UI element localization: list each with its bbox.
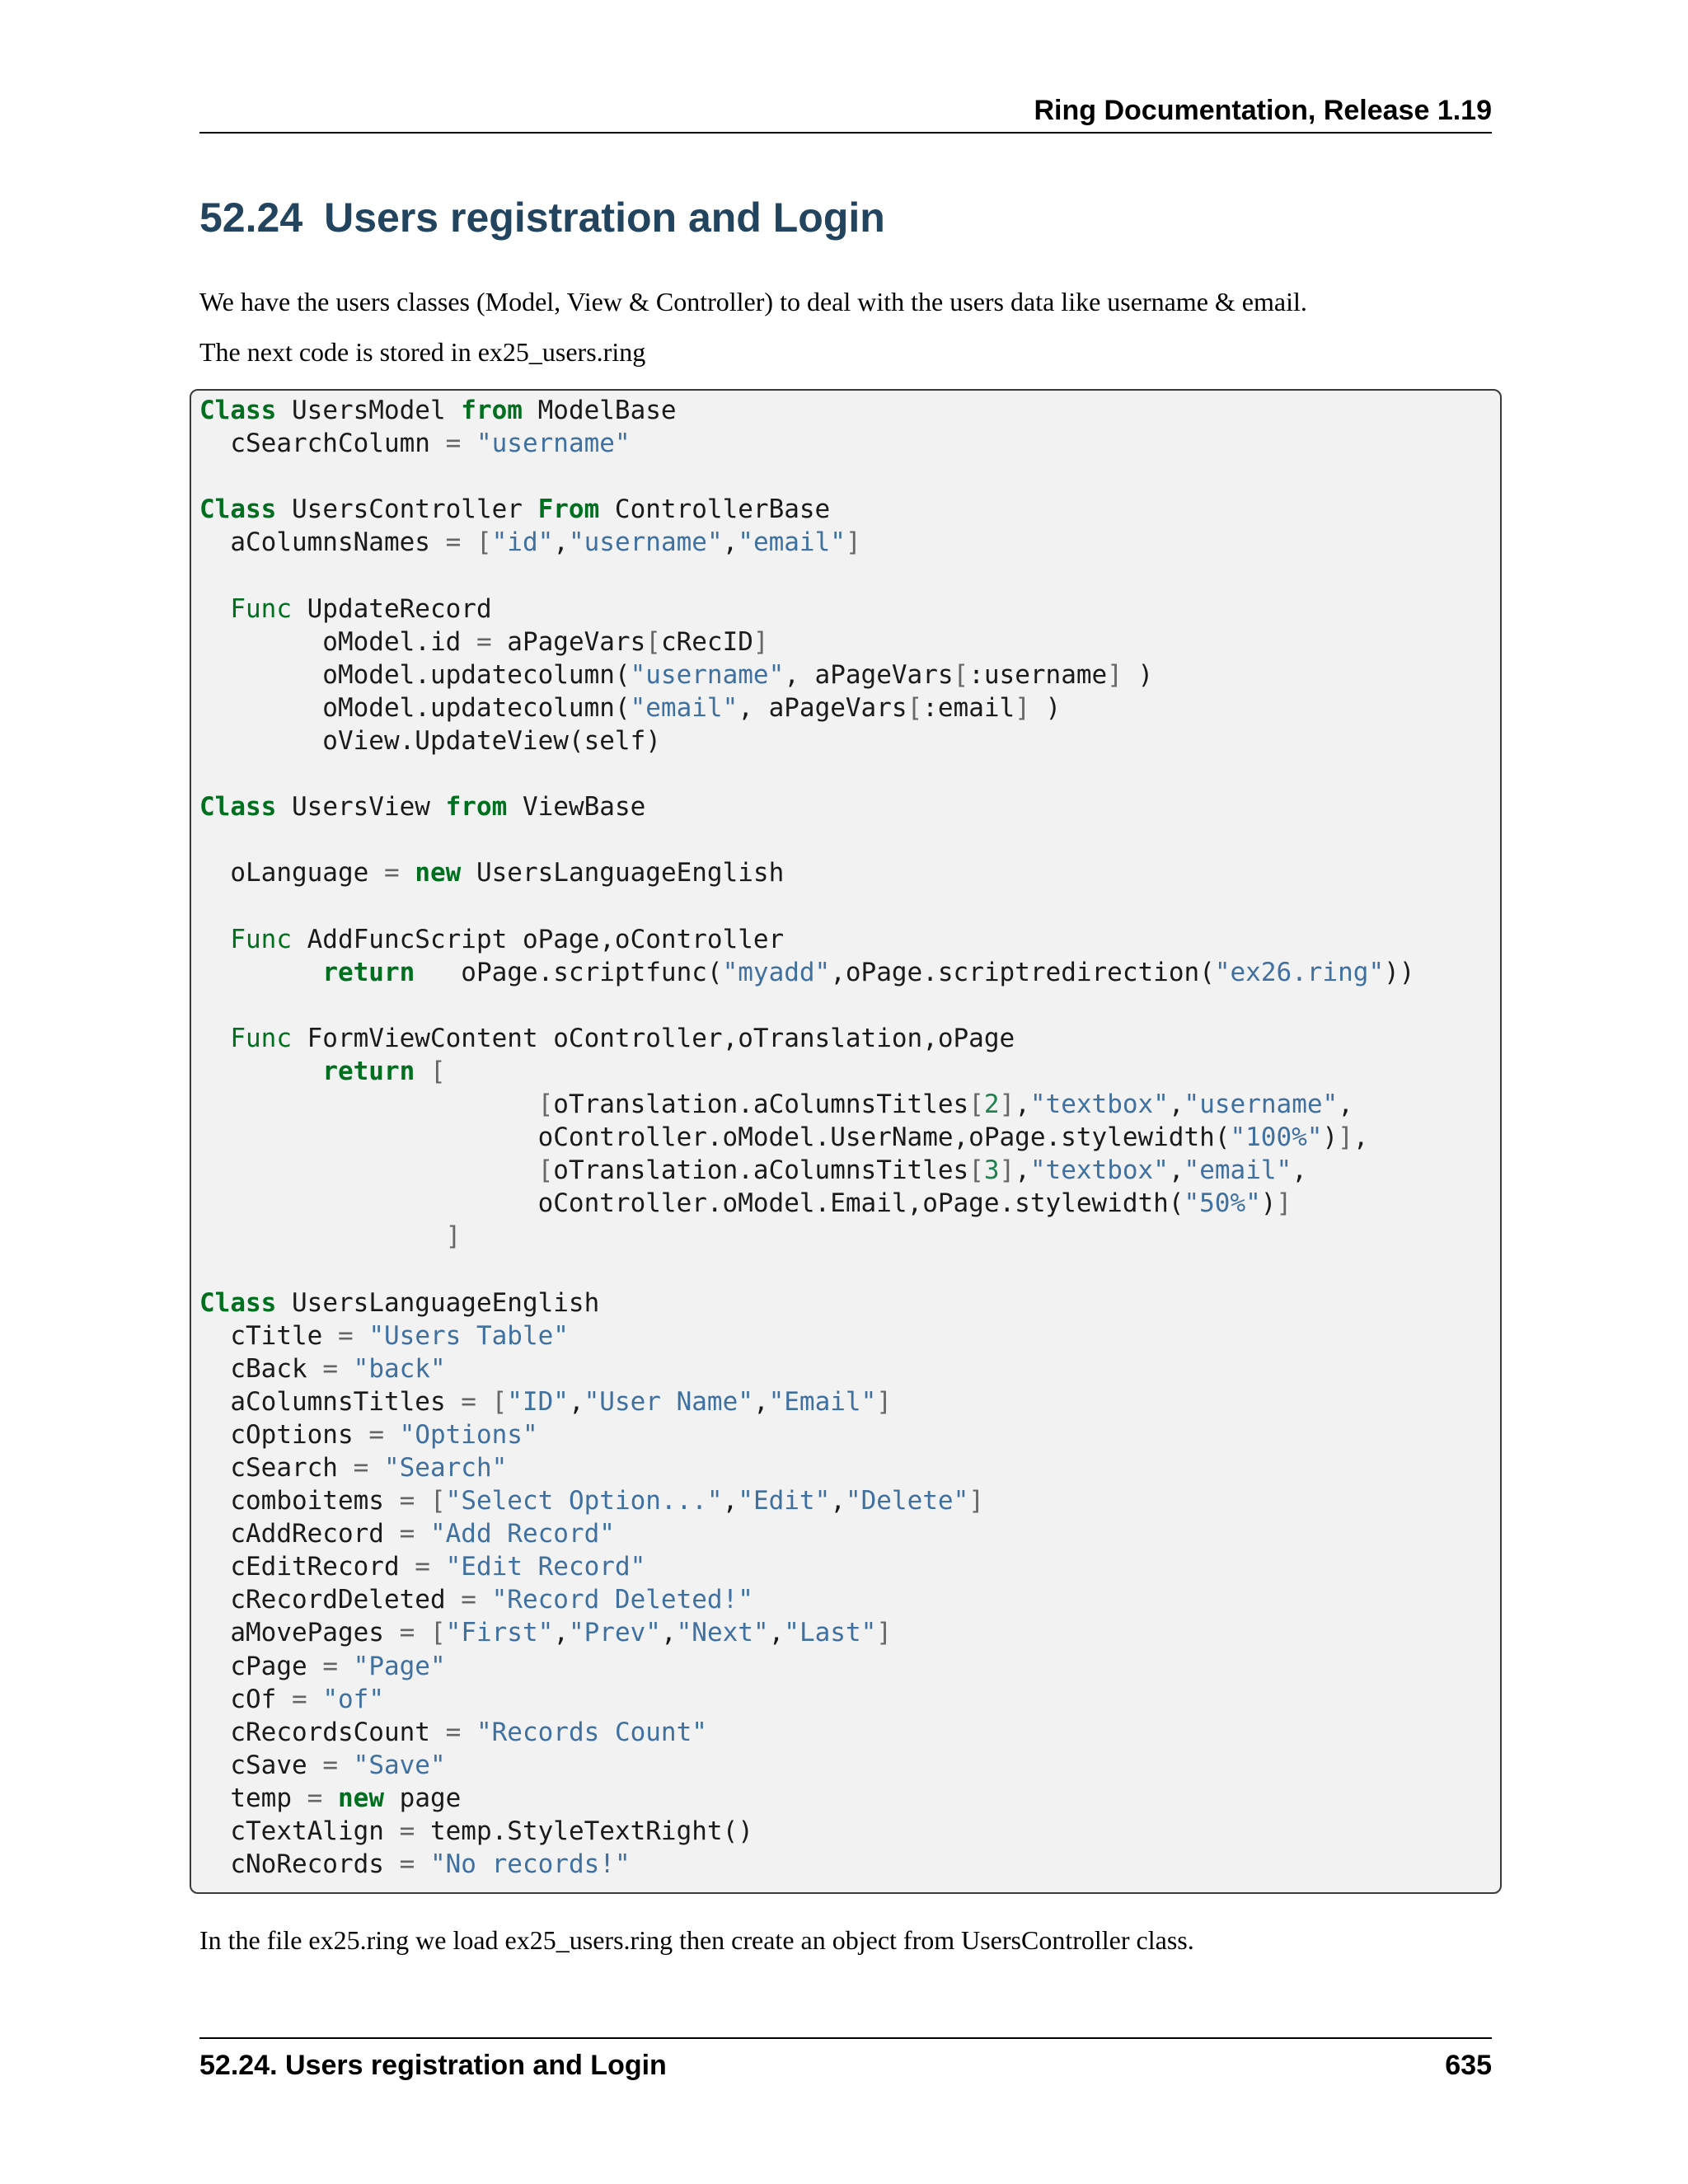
code-line: oController.oModel.UserName,oPage.stylewidth("100%")], <box>199 1122 1369 1153</box>
running-header-title: Ring Documentation, Release 1.19 <box>1034 95 1492 126</box>
page-number: 635 <box>1445 2050 1492 2081</box>
section-title: Users registration and Login <box>324 194 885 241</box>
code-line: cTextAlign = temp.StyleTextRight() <box>199 1816 753 1847</box>
code-line: cBack = "back" <box>199 1353 446 1384</box>
footer-section-label: 52.24. Users registration and Login <box>199 2050 667 2081</box>
code-line: [oTranslation.aColumnsTitles[2],"textbox","username", <box>537 1089 1353 1119</box>
file-note-paragraph: The next code is stored in ex25_users.ring <box>199 337 646 367</box>
intro-paragraph: We have the users classes (Model, View & Controller) to deal with the users data like username & email. <box>199 287 1307 316</box>
code-line: return [ <box>322 1056 446 1086</box>
code-line: aColumnsTitles = ["ID","User Name","Email"] <box>199 1386 892 1417</box>
code-line: [oTranslation.aColumnsTitles[3],"textbox","email", <box>537 1155 1307 1186</box>
code-line: aColumnsNames = ["id","username","email"] <box>199 527 861 558</box>
code-line: return oPage.scriptfunc("myadd",oPage.scriptredirection("ex26.ring")) <box>322 957 1415 987</box>
code-line: cTitle = "Users Table" <box>199 1320 569 1351</box>
code-line: oView.UpdateView(self) <box>199 725 661 756</box>
code-line <box>199 559 1414 592</box>
page-header <box>199 91 1492 134</box>
code-line: Class UsersController From ControllerBase <box>199 494 831 525</box>
code-line: comboitems = ["Select Option...","Edit","Delete"] <box>199 1486 984 1516</box>
code-line: oModel.updatecolumn("email", aPageVars[:email] ) <box>199 692 1062 723</box>
code-line: aMovePages = ["First","Prev","Next","Last"] <box>199 1618 892 1648</box>
code-line: ] <box>445 1221 462 1252</box>
code-line: oModel.id = aPageVars[cRecID] <box>199 626 769 657</box>
code-line <box>199 1253 1414 1286</box>
code-line: cRecordDeleted = "Record Deleted!" <box>199 1585 753 1615</box>
code-line: cOf = "of" <box>199 1684 384 1714</box>
code-line <box>199 757 1414 790</box>
code-line <box>199 823 1414 856</box>
section-number: 52.24 <box>199 194 303 241</box>
code-line: Func UpdateRecord <box>230 593 492 624</box>
section-heading <box>199 191 885 244</box>
code-line: Func FormViewContent oController,oTranslation,oPage <box>230 1023 1015 1053</box>
closing-paragraph: In the file ex25.ring we load ex25_users.ring then create an object from UsersController class. <box>199 1925 1194 1955</box>
code-line: cOptions = "Options" <box>199 1419 538 1450</box>
code-line: cAddRecord = "Add Record" <box>199 1519 615 1549</box>
page-footer <box>199 2037 1492 2088</box>
code-line <box>199 989 1414 1022</box>
code-line: Func AddFuncScript oPage,oController <box>230 924 785 954</box>
code-line: cSearchColumn = "username" <box>199 429 631 459</box>
code-listing <box>199 394 1414 1881</box>
code-line <box>199 889 1414 922</box>
code-block <box>190 389 1502 1894</box>
code-line: cSearch = "Search" <box>199 1453 508 1483</box>
code-line: oModel.updatecolumn("username", aPageVars[:username] ) <box>199 659 1154 690</box>
code-line: oController.oModel.Email,oPage.stylewidth("50%")] <box>199 1188 1292 1219</box>
code-line: Class UsersView from ViewBase <box>199 792 646 823</box>
code-line: cSave = "Save" <box>199 1750 446 1780</box>
code-line: Class UsersLanguageEnglish <box>199 1287 600 1318</box>
code-line: oLanguage = new UsersLanguageEnglish <box>199 858 785 888</box>
code-line: cEditRecord = "Edit Record" <box>199 1552 646 1582</box>
code-line: Class UsersModel from ModelBase <box>199 396 677 425</box>
code-line <box>199 460 1414 493</box>
code-line: cRecordsCount = "Records Count" <box>199 1717 707 1747</box>
code-line: cNoRecords = "No records!" <box>199 1849 631 1880</box>
code-line: cPage = "Page" <box>199 1651 446 1681</box>
code-line: temp = new page <box>199 1783 462 1813</box>
